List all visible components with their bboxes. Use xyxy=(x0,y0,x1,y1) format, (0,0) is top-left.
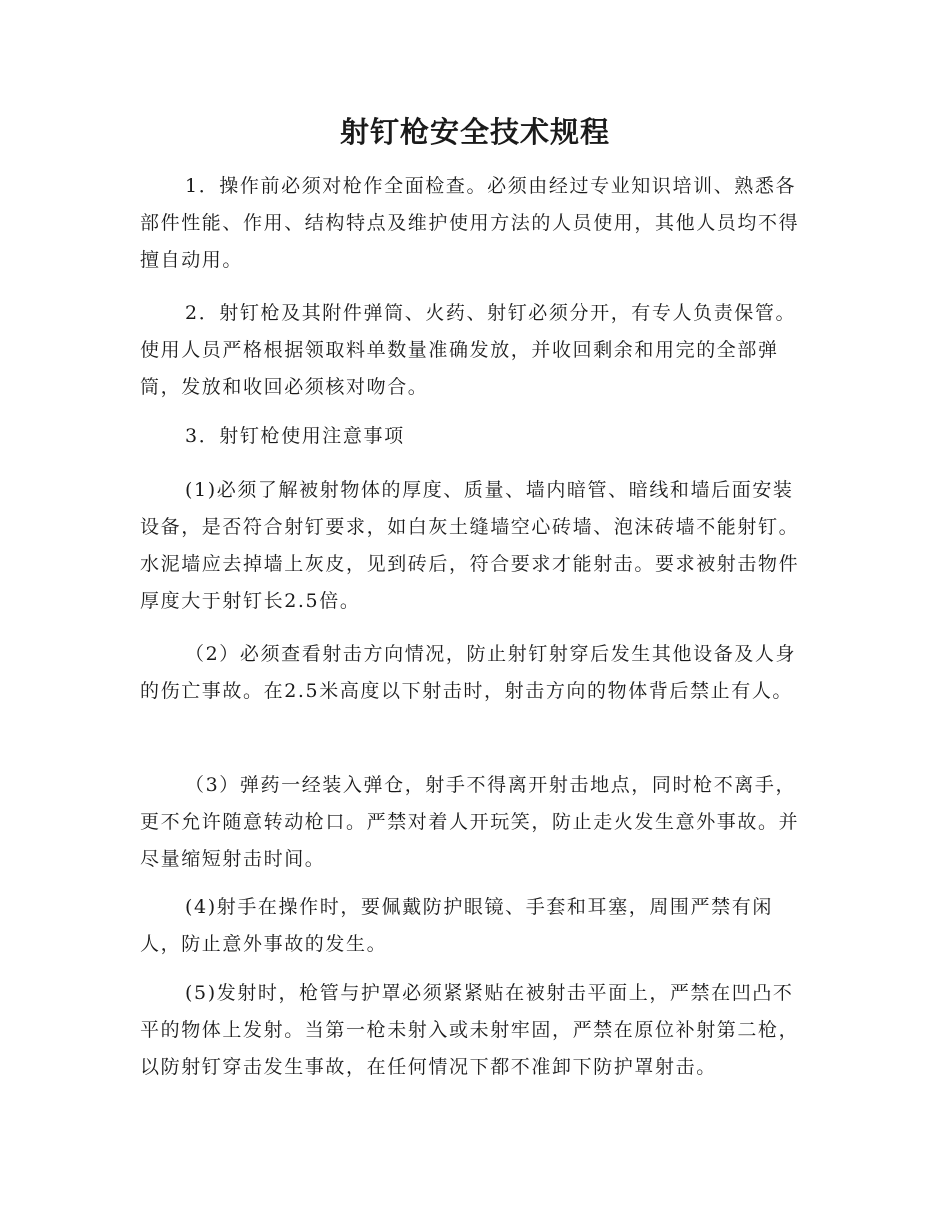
paragraph-1: 1．操作前必须对枪作全面检查。必须由经过专业知识培训、熟悉各部件性能、作用、结构特点及维护使用方法的人员使用，其他人员均不得擅自动用。 xyxy=(140,175,800,271)
paragraph-3-2: （2）必须查看射击方向情况，防止射钉射穿后发生其他设备及人身的伤亡事故。在2.5米高度以下射击时，射击方向的物体背后禁止有人。 xyxy=(140,643,797,702)
document-title: 射钉枪安全技术规程 xyxy=(339,115,610,149)
paragraph-3-1: (1)必须了解被射物体的厚度、质量、墙内暗管、暗线和墙后面安装设备，是否符合射钉要求，如白灰土缝墙空心砖墙、泡沫砖墙不能射钉。水泥墙应去掉墙上灰皮，见到砖后，符合要求才能射击。要求被射击物件厚度大于射钉长2.5倍。 xyxy=(140,479,800,612)
paragraph-3-5: (5)发射时，枪管与护罩必须紧紧贴在被射击平面上，严禁在凹凸不平的物体上发射。当第一枪未射入或未射牢固，严禁在原位补射第二枪，以防射钉穿击发生事故，在任何情况下都不准卸下防护罩射击。 xyxy=(140,982,800,1078)
paragraph-3-4: (4)射手在操作时，要佩戴防护眼镜、手套和耳塞，周围严禁有闲人，防止意外事故的发生。 xyxy=(140,896,773,955)
paragraph-2: 2．射钉枪及其附件弹筒、火药、射钉必须分开，有专人负责保管。使用人员严格根据领取料单数量准确发放，并收回剩余和用完的全部弹筒，发放和收回必须核对吻合。 xyxy=(140,302,797,398)
paragraph-3-3: （3）弹药一经装入弹仓，射手不得离开射击地点，同时枪不离手，更不允许随意转动枪口。严禁对着人开玩笑，防止走火发生意外事故。并尽量缩短射击时间。 xyxy=(140,774,800,870)
paragraph-3: 3．射钉枪使用注意事项 xyxy=(185,425,405,447)
